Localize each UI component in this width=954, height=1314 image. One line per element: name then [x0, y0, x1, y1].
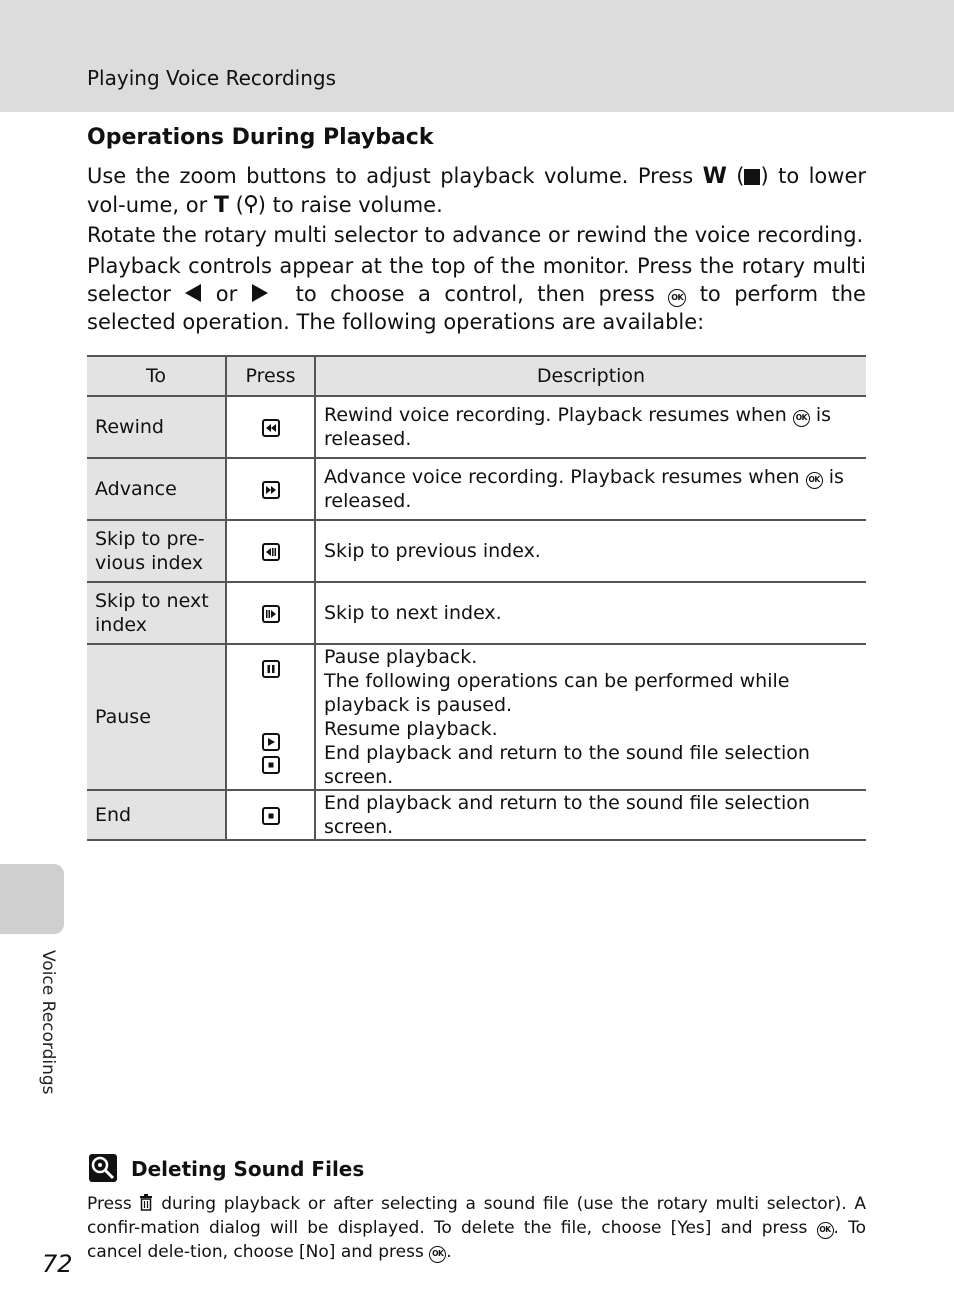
zoom-w-button-glyph: W [702, 164, 727, 189]
press-cell [226, 644, 315, 790]
rewind-icon [262, 419, 280, 437]
chapter-tab [0, 864, 64, 934]
paragraph-text: to perform the selected operation. The following operations are available: [87, 282, 866, 334]
note-text [87, 1192, 866, 1264]
description-cell: Skip to previous index. [315, 520, 866, 582]
description-line: Resume playback. [324, 718, 498, 740]
note-magnifier-icon [89, 1154, 117, 1182]
paragraph-rotary: Rotate the rotary multi selector to advance or rewind the voice recording. [87, 223, 864, 247]
press-cell [226, 458, 315, 520]
operations-table [87, 355, 866, 841]
description-line: Pause playback. [324, 646, 478, 668]
description-line: The following operations can be performed while playback is paused. [324, 670, 790, 716]
table-row [87, 790, 866, 840]
magnify-icon [244, 195, 258, 215]
operation-cell: Rewind [87, 396, 226, 458]
press-cell [226, 582, 315, 644]
description-cell [315, 644, 866, 790]
pause-icon-stack [235, 660, 306, 774]
table-row [87, 458, 866, 520]
column-header-to: To [87, 356, 226, 396]
paragraph-text: Use the zoom buttons to adjust playback volume. Press [87, 164, 694, 188]
paragraph-text: ) to lower vol-ume, or [87, 164, 866, 217]
page-number: 72 [42, 1250, 73, 1278]
description-cell: End playback and return to the sound file selection screen. [315, 790, 866, 840]
table-header-row [87, 356, 866, 396]
press-cell [226, 520, 315, 582]
note-text-part: during playback or after selecting a sound file (use the rotary multi selector). A confir-mation dialog will be displayed. To delete the file, choose [Yes] and press [87, 1194, 866, 1238]
press-cell [226, 790, 315, 840]
skip-next-icon [262, 605, 280, 623]
note-text-part: . [446, 1242, 452, 1262]
right-arrow-icon [251, 283, 269, 303]
left-arrow-icon [184, 283, 202, 303]
section-heading: Operations During Playback [87, 125, 434, 150]
description-line: End playback and return to the sound file selection screen. [324, 742, 810, 788]
ok-button-icon: OK [793, 410, 810, 427]
description-text: is released. [324, 466, 844, 512]
running-header: Playing Voice Recordings [87, 66, 337, 90]
paragraph-text: to choose a control, then press [295, 282, 655, 306]
column-header-description: Description [315, 356, 866, 396]
play-icon [262, 733, 280, 751]
description-text: Advance voice recording. Playback resumes when [324, 466, 800, 488]
thumbnail-icon [744, 169, 760, 185]
zoom-t-button-glyph: T [213, 193, 229, 218]
pause-icon [262, 660, 280, 678]
operation-cell: Advance [87, 458, 226, 520]
chapter-tab-label: Voice Recordings [38, 950, 58, 1095]
stop-icon [262, 756, 280, 774]
table-row [87, 582, 866, 644]
stop-icon [262, 807, 280, 825]
ok-button-icon: OK [806, 472, 823, 489]
note-text-part: . To cancel dele-tion, choose [No] and press [87, 1218, 866, 1262]
description-cell: Skip to next index. [315, 582, 866, 644]
description-cell [315, 396, 866, 458]
table-row [87, 520, 866, 582]
paragraph-controls [87, 252, 866, 336]
operation-cell: Skip to pre-vious index [87, 520, 226, 582]
operation-cell: End [87, 790, 226, 840]
description-text: is released. [324, 404, 832, 450]
paragraph-text: ) to raise volume. [257, 193, 443, 217]
trash-icon [139, 1194, 153, 1211]
ok-button-icon: OK [429, 1246, 446, 1263]
ok-button-icon: OK [668, 289, 686, 307]
operation-cell: Pause [87, 644, 226, 790]
paragraph-text: or [215, 282, 238, 306]
skip-previous-icon [262, 543, 280, 561]
paragraph-volume: Use the zoom buttons to adjust playback volume. Press W ( ) to lower vol-ume, or T ( ) to raise volume. [87, 164, 866, 218]
operation-cell: Skip to next index [87, 582, 226, 644]
table-row [87, 644, 866, 790]
header-band [0, 0, 954, 112]
press-cell [226, 396, 315, 458]
ok-button-icon: OK [817, 1222, 834, 1239]
paragraph-text: Playback controls appear at the top of the monitor. Press the rotary multi selector [87, 254, 866, 306]
table-row [87, 396, 866, 458]
description-text: Rewind voice recording. Playback resumes when [324, 404, 787, 426]
description-cell [315, 458, 866, 520]
note-heading: Deleting Sound Files [131, 1157, 365, 1181]
column-header-press: Press [226, 356, 315, 396]
note-text-part: Press [87, 1194, 132, 1214]
fast-forward-icon [262, 481, 280, 499]
